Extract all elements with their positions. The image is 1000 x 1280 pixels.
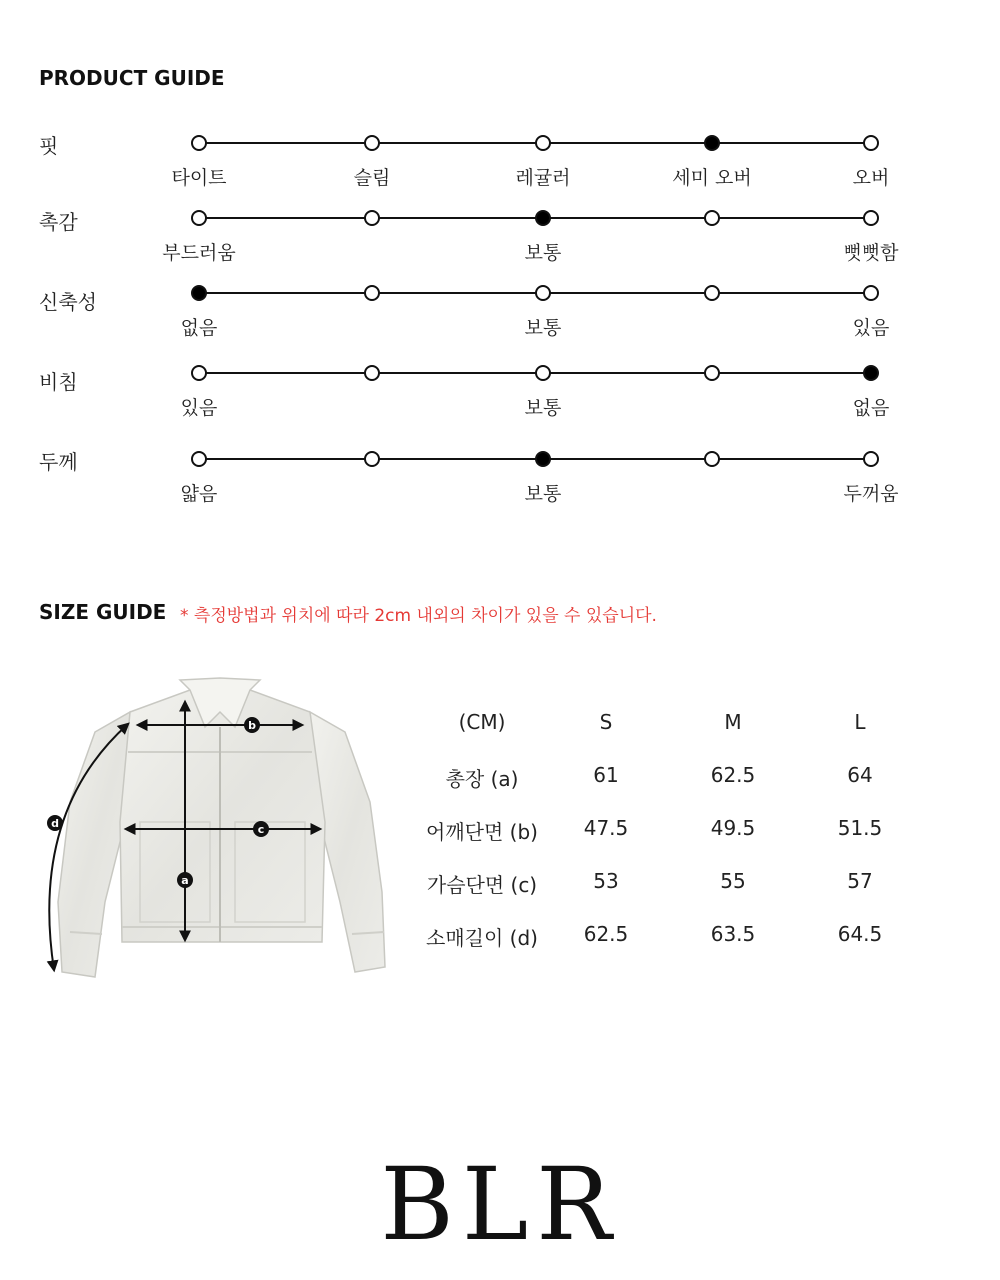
size-table-header: (CM) [458, 710, 506, 734]
guide-option-label: 슬림 [353, 167, 391, 189]
guide-row-label: 촉감 [39, 210, 78, 234]
guide-dot [704, 451, 720, 467]
guide-row-label: 두께 [39, 450, 78, 474]
guide-dot [364, 285, 380, 301]
guide-option-label: 있음 [852, 317, 890, 339]
guide-dot [704, 210, 720, 226]
guide-dot [364, 135, 380, 151]
guide-option-label: 세미 오버 [672, 167, 752, 189]
guide-row-label: 핏 [39, 134, 59, 158]
svg-text:c: c [257, 823, 265, 836]
size-table-cell: 53 [593, 869, 619, 893]
guide-dot [191, 451, 207, 467]
size-table-header: S [599, 710, 613, 734]
guide-dot [863, 285, 879, 301]
marker-b [244, 717, 260, 733]
marker-c [253, 821, 269, 837]
svg-text:a: a [181, 874, 189, 887]
guide-dot [535, 285, 551, 301]
guide-dot [364, 451, 380, 467]
guide-option-label: 보통 [524, 483, 562, 505]
brand-logo: BLR [380, 1146, 620, 1263]
guide-option-label: 없음 [852, 397, 890, 419]
guide-dot [535, 135, 551, 151]
size-table-cell: 64.5 [837, 922, 883, 946]
guide-dot [863, 451, 879, 467]
guide-option-label: 보통 [524, 317, 562, 339]
size-table-cell: 63.5 [710, 922, 756, 946]
size-table-cell: 51.5 [837, 816, 883, 840]
guide-dot [535, 365, 551, 381]
guide-dot-selected [535, 451, 551, 467]
size-table-cell: 55 [720, 869, 746, 893]
size-table-header: M [724, 710, 742, 734]
guide-dot [191, 210, 207, 226]
guide-row-label: 비침 [39, 370, 78, 394]
guide-option-label: 타이트 [171, 167, 227, 189]
jacket-measurement-diagram [40, 672, 420, 1002]
guide-option-label: 오버 [852, 167, 890, 189]
guide-option-label: 있음 [180, 397, 218, 419]
guide-dot [191, 135, 207, 151]
guide-option-label: 없음 [180, 317, 218, 339]
guide-dot [704, 285, 720, 301]
guide-dot-selected [535, 210, 551, 226]
guide-dot-selected [191, 285, 207, 301]
size-table-cell: 61 [593, 763, 619, 787]
marker-d [47, 815, 63, 831]
size-table-cell: 64 [847, 763, 873, 787]
guide-dot [863, 210, 879, 226]
size-table-cell: 62.5 [583, 922, 629, 946]
svg-text:d: d [51, 817, 59, 830]
size-guide-note: * 측정방법과 위치에 따라 2cm 내외의 차이가 있을 수 있습니다. [180, 606, 657, 626]
marker-a [177, 872, 193, 888]
svg-text:b: b [248, 719, 256, 732]
guide-dot-selected [863, 365, 879, 381]
size-table-cell: 49.5 [710, 816, 756, 840]
size-table-cell: 어깨단면 (b) [426, 820, 538, 844]
product-guide-title: PRODUCT GUIDE [39, 66, 225, 90]
guide-dot [364, 210, 380, 226]
guide-option-label: 뻣뻣함 [843, 242, 899, 264]
guide-dot [191, 365, 207, 381]
size-guide-title: SIZE GUIDE [39, 600, 167, 624]
guide-option-label: 두꺼움 [843, 483, 899, 505]
guide-option-label: 레귤러 [515, 167, 571, 189]
guide-option-label: 보통 [524, 397, 562, 419]
size-table-header: L [854, 710, 866, 734]
size-table-cell: 총장 (a) [445, 767, 519, 791]
size-table-cell: 가슴단면 (c) [426, 873, 538, 897]
size-table-cell: 62.5 [710, 763, 756, 787]
size-table-cell: 47.5 [583, 816, 629, 840]
guide-option-label: 보통 [524, 242, 562, 264]
guide-dot [364, 365, 380, 381]
guide-dot [863, 135, 879, 151]
guide-row-label: 신축성 [39, 290, 97, 314]
guide-option-label: 얇음 [180, 483, 218, 505]
size-table-cell: 소매길이 (d) [426, 926, 538, 950]
jacket-illustration [58, 678, 385, 977]
guide-option-label: 부드러움 [162, 242, 236, 264]
size-table-cell: 57 [847, 869, 873, 893]
guide-dot [704, 365, 720, 381]
guide-dot-selected [704, 135, 720, 151]
